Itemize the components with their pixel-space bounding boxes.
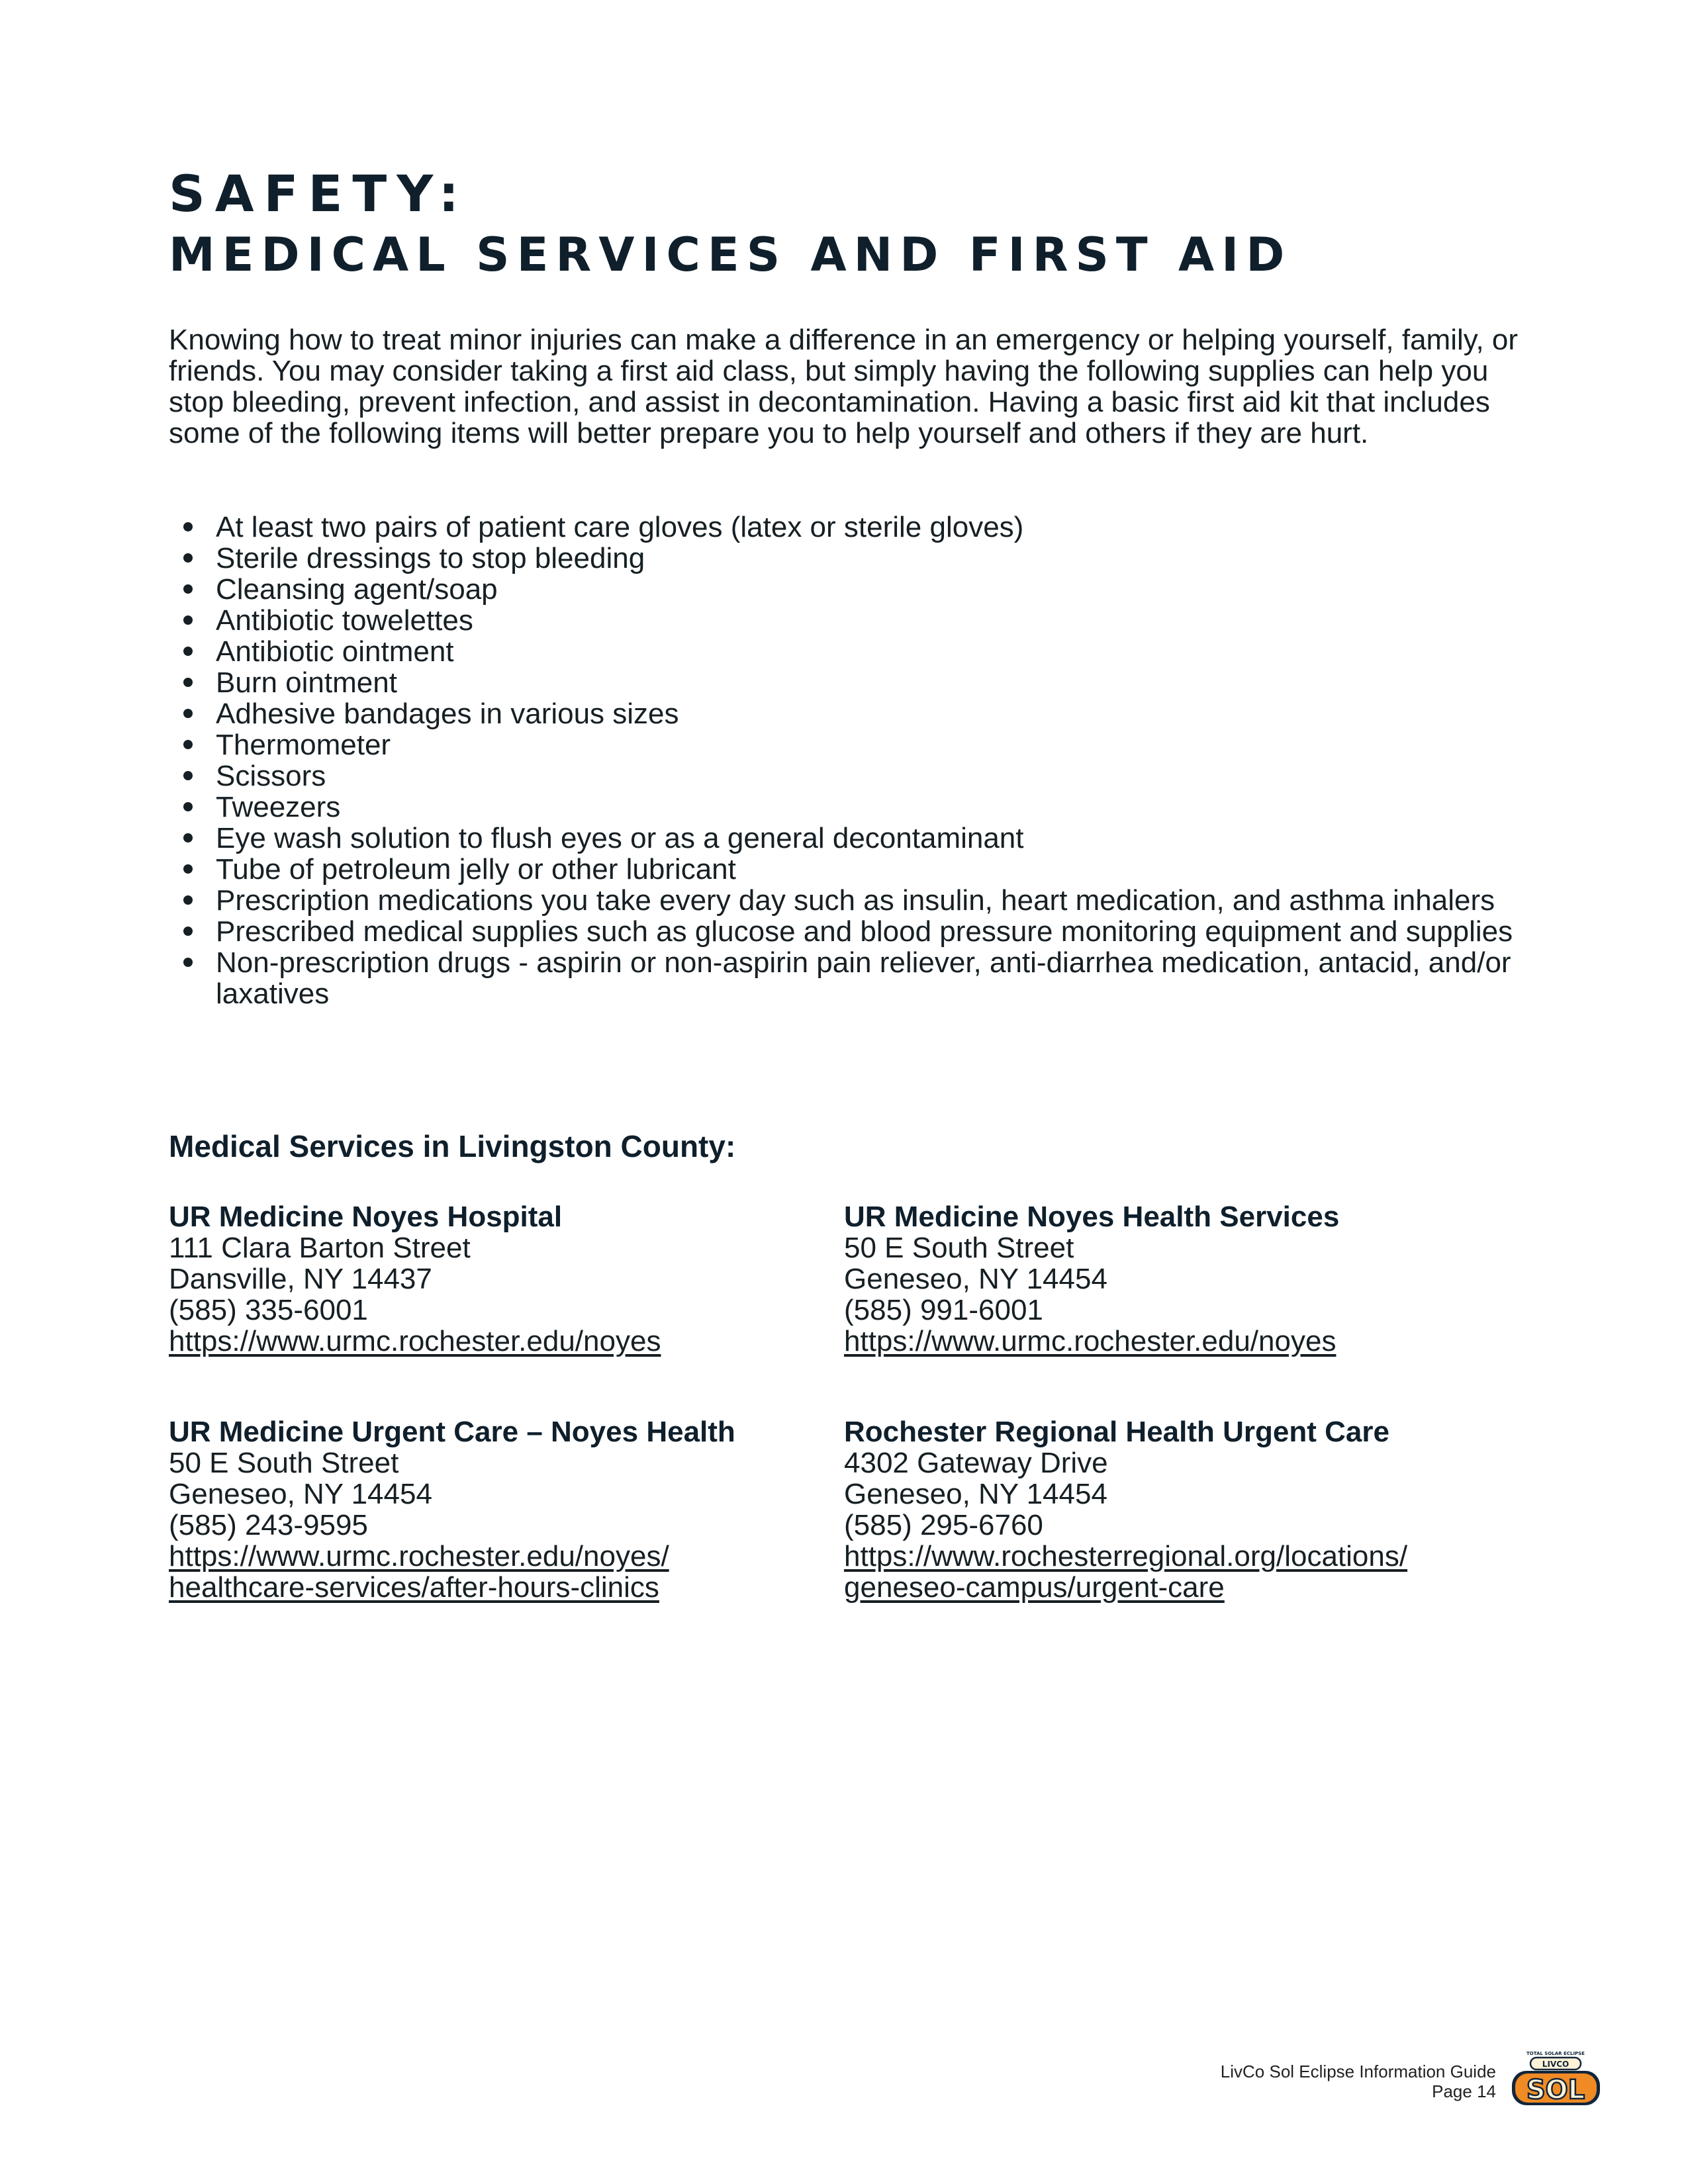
first-aid-supply-list (169, 512, 1532, 1009)
provider-phone: (585) 335-6001 (169, 1294, 368, 1326)
supply-list-item (169, 854, 1532, 885)
supply-item-text: Scissors (216, 760, 326, 792)
provider-street: 111 Clara Barton Street (169, 1232, 471, 1264)
footer-page-number: Page 14 (1432, 2081, 1496, 2101)
bullet-icon (183, 678, 193, 687)
bullet-icon (183, 958, 193, 967)
medical-services-heading: Medical Services in Livingston County: (169, 1129, 736, 1163)
supply-item-text: Sterile dressings to stop bleeding (216, 542, 645, 574)
bullet-icon (183, 771, 193, 780)
provider-street: 4302 Gateway Drive (844, 1447, 1108, 1479)
bullet-icon (183, 584, 193, 594)
bullet-icon (183, 615, 193, 625)
provider-city: Geneseo, NY 14454 (844, 1263, 1107, 1295)
supply-list-item (169, 574, 1532, 605)
supply-item-text: Eye wash solution to flush eyes or as a general decontaminant (216, 822, 1024, 854)
bullet-icon (183, 864, 193, 874)
bullet-icon (183, 740, 193, 749)
supply-item-text: Tweezers (216, 791, 341, 823)
provider-url-link[interactable]: https://www.rochesterregional.org/locations/ geneseo-campus/urgent-care (844, 1540, 1408, 1604)
supply-list-item (169, 947, 1532, 1009)
supply-list-item (169, 543, 1532, 574)
supply-item-text: Antibiotic ointment (216, 635, 454, 668)
page-title-line-1: SAFETY: (169, 164, 469, 223)
provider-noyes-health-services (844, 1201, 1479, 1357)
supply-item-text: Prescribed medical supplies such as glucose and blood pressure monitoring equipment and supplies (216, 915, 1513, 948)
supply-list-item (169, 667, 1532, 698)
provider-name: UR Medicine Noyes Hospital (169, 1201, 563, 1233)
supply-item-text: Non-prescription drugs - aspirin or non-aspirin pain reliever, anti-diarrhea medication, antacid, and/or laxatives (216, 946, 1511, 1010)
supply-list-item (169, 605, 1532, 636)
provider-url-link[interactable]: https://www.urmc.rochester.edu/noyes (844, 1325, 1336, 1357)
provider-name: Rochester Regional Health Urgent Care (844, 1416, 1389, 1448)
supply-list-item (169, 698, 1532, 729)
supply-list-item (169, 823, 1532, 854)
supply-list-item (169, 760, 1532, 792)
provider-url-link[interactable]: https://www.urmc.rochester.edu/noyes (169, 1325, 661, 1357)
supply-list-item (169, 729, 1532, 760)
logo-top-text: TOTAL SOLAR ECLIPSE (1526, 2051, 1585, 2056)
livco-sol-logo (1508, 2048, 1604, 2108)
logo-main-text: SOL (1526, 2075, 1585, 2105)
provider-street: 50 E South Street (169, 1447, 399, 1479)
provider-city: Dansville, NY 14437 (169, 1263, 432, 1295)
provider-noyes-hospital (169, 1201, 804, 1357)
provider-urgent-care-noyes (169, 1416, 804, 1603)
provider-url-link[interactable]: https://www.urmc.rochester.edu/noyes/ healthcare-services/after-hours-clinics (169, 1540, 669, 1604)
provider-phone: (585) 243-9595 (169, 1509, 368, 1541)
supply-list-item (169, 636, 1532, 667)
provider-name: UR Medicine Urgent Care – Noyes Health (169, 1416, 735, 1448)
bullet-icon (183, 833, 193, 842)
provider-street: 50 E South Street (844, 1232, 1074, 1264)
logo-mid-text: LIVCO (1542, 2060, 1570, 2069)
supply-item-text: Antibiotic towelettes (216, 604, 473, 637)
supply-item-text: At least two pairs of patient care gloves (latex or sterile gloves) (216, 511, 1024, 543)
supply-item-text: Prescription medications you take every day such as insulin, heart medication, and asthma inhalers (216, 884, 1495, 917)
supply-item-text: Tube of petroleum jelly or other lubricant (216, 853, 736, 886)
provider-phone: (585) 295-6760 (844, 1509, 1043, 1541)
intro-paragraph: Knowing how to treat minor injuries can make a difference in an emergency or helping yourself, family, or friends. You may consider taking a first aid class, but simply having the following supplies can help you stop bleeding, prevent infection, and assist in decontamination. Having a basic first aid kit that includes some of the following items will better prepare you to help yourself and others if they are hurt. (169, 324, 1519, 449)
supply-item-text: Burn ointment (216, 666, 397, 699)
supply-list-item (169, 792, 1532, 823)
bullet-icon (183, 895, 193, 905)
bullet-icon (183, 647, 193, 656)
provider-city: Geneseo, NY 14454 (169, 1478, 432, 1510)
bullet-icon (183, 522, 193, 531)
provider-phone: (585) 991-6001 (844, 1294, 1043, 1326)
bullet-icon (183, 802, 193, 811)
page-title-line-2: MEDICAL SERVICES AND FIRST AID (169, 228, 1292, 282)
page-footer (1221, 2062, 1496, 2101)
bullet-icon (183, 709, 193, 718)
footer-guide-title: LivCo Sol Eclipse Information Guide (1220, 2062, 1496, 2081)
bullet-icon (183, 553, 193, 563)
provider-name: UR Medicine Noyes Health Services (844, 1201, 1340, 1233)
bullet-icon (183, 927, 193, 936)
supply-list-item (169, 512, 1532, 543)
supply-item-text: Adhesive bandages in various sizes (216, 698, 679, 730)
provider-city: Geneseo, NY 14454 (844, 1478, 1107, 1510)
supply-list-item (169, 916, 1532, 947)
provider-rochester-regional (844, 1416, 1479, 1603)
supply-item-text: Cleansing agent/soap (216, 573, 498, 606)
supply-item-text: Thermometer (216, 729, 391, 761)
supply-list-item (169, 885, 1532, 916)
